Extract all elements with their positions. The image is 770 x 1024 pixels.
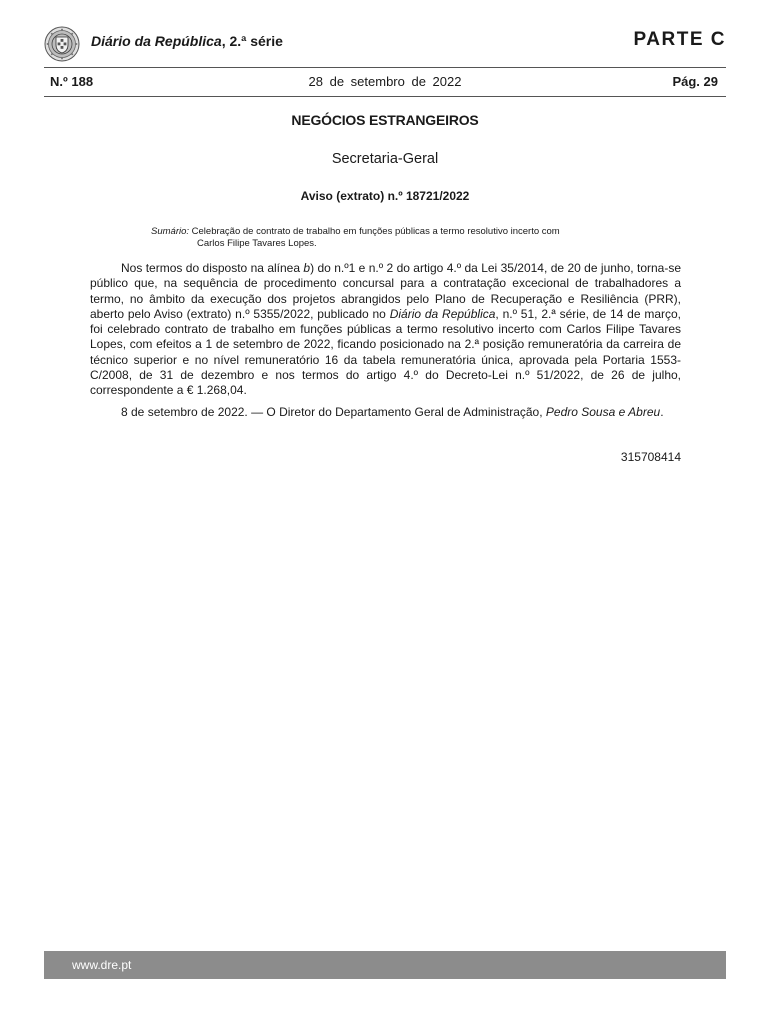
signature-text-a: 8 de setembro de 2022. — O Diretor do Departamento Geral de Administração, — [121, 404, 546, 419]
body-text-e: , n.º 51, 2.ª série, de 14 de março, foi celebrado contrato de trabalho em funções públicas a termo resolutivo incerto com Carlos Filipe Tavares Lopes, com efeitos a 1 de setembro de 2022, ficando posicionado na 2.ª posição remuneratória da carreira de técnico superior e no nível remuneratório 16 da tabela remuneratória única, aprovada pela Portaria 1553-C/2008, de 31 de dezembro e nos termos do artigo 4.º do Decreto-Lei n.º 51/2022, de 26 de julho, correspondente a € 1.268,04. — [90, 306, 681, 398]
issue-bar — [44, 74, 726, 92]
journal-series: , 2.ª série — [221, 33, 283, 49]
footer-url-link[interactable]: www.dre.pt — [72, 958, 132, 972]
page-number: Pág. 29 — [672, 74, 718, 89]
summary-block — [151, 226, 631, 249]
issue-divider — [44, 96, 726, 97]
summary-label: Sumário: — [151, 226, 190, 237]
document-code: 315708414 — [620, 450, 681, 464]
issue-date: 28 de setembro de 2022 — [308, 74, 462, 89]
signature-paragraph — [90, 405, 681, 420]
body-text-a: Nos termos do disposto na alínea — [121, 261, 304, 275]
notice-body — [90, 261, 681, 420]
signatory-name: Pedro Sousa e Abreu — [545, 404, 661, 419]
body-paragraph — [90, 261, 681, 399]
issue-number: N.º 188 — [50, 74, 94, 89]
portuguese-coat-of-arms-icon — [44, 26, 80, 62]
body-text-b: b — [303, 261, 311, 275]
ministry-heading: NEGÓCIOS ESTRANGEIROS — [291, 112, 479, 128]
department-heading: Secretaria-Geral — [331, 151, 439, 167]
page-footer — [44, 951, 726, 979]
notice-title: Aviso (extrato) n.º 18721/2022 — [300, 189, 470, 203]
journal-title — [91, 33, 283, 49]
body-text-d: Diário da República — [389, 306, 496, 321]
page-header — [44, 26, 726, 66]
signature-text-c: . — [660, 404, 664, 419]
part-label: PARTE C — [633, 29, 726, 50]
summary-text-1: Celebração de contrato de trabalho em funções públicas a termo resolutivo incerto com — [189, 226, 560, 237]
summary-line-1 — [151, 226, 631, 238]
header-divider — [44, 67, 726, 68]
summary-text-2: Carlos Filipe Tavares Lopes. — [197, 237, 317, 249]
journal-name: Diário da República — [91, 33, 222, 49]
body-text-c: ) do n.º1 e n.º 2 do artigo 4.º da Lei 35/2014, de 20 de junho, torna-se público que, na sequência de procedimento concursal para a contratação excecional de trabalhadores a termo, no âmbito da execução dos projetos abrangidos pelo Plano de Recuperação e Resiliência (PRR), aberto pelo Aviso (extrato) n.º 5355/2022, publicado no — [90, 261, 682, 321]
